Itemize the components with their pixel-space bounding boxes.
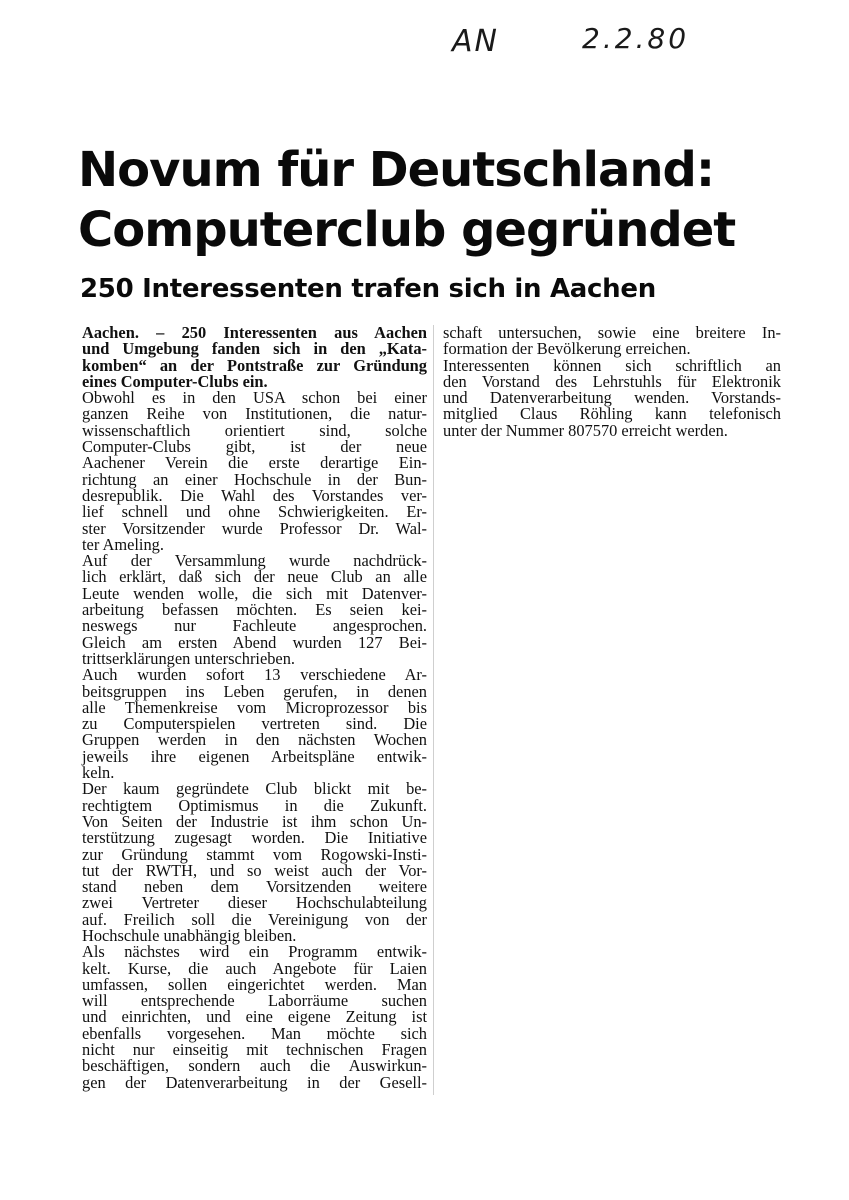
- body-line: Auf der Versammlung wurde nachdrück-: [82, 551, 427, 571]
- body-line: zu Computerspielen vertreten sind. Die: [82, 714, 427, 734]
- headline-line-1: Novum für Deutschland:: [78, 142, 715, 198]
- body-line: lich erklärt, daß sich der neue Club an alle: [82, 567, 427, 587]
- body-line: auf. Freilich soll die Vereinigung von der: [82, 909, 427, 929]
- body-line: umfassen, sollen eingerichtet werden. Man: [82, 974, 427, 994]
- body-line: mitglied Claus Röhling kann telefonisch: [443, 404, 781, 424]
- body-line: Computer-Clubs gibt, ist der neue: [82, 437, 427, 457]
- body-line: tut der RWTH, und so weist auch der Vor-: [82, 860, 427, 880]
- body-line: Hochschule unabhängig bleiben.: [82, 925, 297, 945]
- body-line: terstützung zugesagt worden. Die Initiative: [82, 828, 427, 848]
- body-line: lief schnell und ohne Schwierigkeiten. Er-: [82, 502, 427, 522]
- handwritten-source-note: AN: [452, 24, 499, 59]
- body-line: arbeitung befassen möchten. Es seien kei-: [82, 600, 427, 620]
- body-line: zur Gründung stammt vom Rogowski-Insti-: [82, 844, 427, 864]
- body-line: unter der Nummer 807570 erreicht werden.: [443, 420, 728, 440]
- column-divider: [433, 325, 434, 1095]
- body-line: richtung an einer Hochschule in der Bun-: [82, 469, 427, 489]
- body-line: eines Computer-Clubs ein.: [82, 371, 268, 391]
- body-line: ster Vorsitzender wurde Professor Dr. Wal-: [82, 518, 427, 538]
- body-line: trittserklärungen unterschrieben.: [82, 648, 295, 668]
- body-line: schaft untersuchen, sowie eine breitere In-: [443, 323, 781, 342]
- body-line: neswegs nur Fachleute angesprochen.: [82, 616, 427, 636]
- body-line: und Datenverarbeitung wenden. Vorstands-: [443, 388, 781, 408]
- body-line: nicht nur einseitig mit technischen Fragen: [82, 1040, 427, 1060]
- body-line: und Umgebung fanden sich in den „Kata-: [82, 339, 427, 359]
- body-line: Leute wenden wolle, die sich mit Datenver-: [82, 583, 427, 603]
- body-line: kelt. Kurse, die auch Angebote für Laien: [82, 958, 427, 978]
- article-column-right: [443, 325, 781, 439]
- article-column-left: [82, 325, 427, 1091]
- body-line: und einrichten, und eine eigene Zeitung ist: [82, 1007, 427, 1027]
- body-line: komben“ an der Pontstraße zur Gründung: [82, 355, 427, 375]
- body-line: ter Ameling.: [82, 534, 164, 554]
- body-line: ganzen Reihe von Institutionen, die natur-: [82, 404, 427, 424]
- body-line: Interessenten können sich schriftlich an: [443, 355, 781, 375]
- body-line: Gleich am ersten Abend wurden 127 Bei-: [82, 632, 427, 652]
- body-line: Auch wurden sofort 13 verschiedene Ar-: [82, 665, 427, 685]
- headline-line-2: Computerclub gegründet: [78, 202, 736, 258]
- body-line: Der kaum gegründete Club blickt mit be-: [82, 779, 427, 799]
- body-line: Von Seiten der Industrie ist ihm schon Un-: [82, 811, 427, 831]
- body-line: keln.: [82, 763, 115, 783]
- body-line: formation der Bevölkerung erreichen.: [443, 339, 691, 359]
- body-line: beschäftigen, sondern auch die Auswirkun-: [82, 1056, 427, 1076]
- article-subheadline: 250 Interessenten trafen sich in Aachen: [80, 274, 656, 304]
- body-line: Aachen. – 250 Interessenten aus Aachen: [82, 323, 427, 342]
- body-line: rechtigtem Optimismus in die Zukunft.: [82, 795, 427, 815]
- body-line: will entsprechende Laborräume suchen: [82, 991, 427, 1011]
- body-line: gen der Datenverarbeitung in der Gesell-: [82, 1072, 427, 1092]
- article-headline: [78, 140, 735, 260]
- body-line: den Vorstand des Lehrstuhls für Elektronik: [443, 371, 781, 391]
- body-line: stand neben dem Vorsitzenden weitere: [82, 877, 427, 897]
- body-line: beitsgruppen ins Leben gerufen, in denen: [82, 681, 427, 701]
- body-line: zwei Vertreter dieser Hochschulabteilung: [82, 893, 427, 913]
- handwritten-date-note: 2.2.80: [582, 22, 690, 55]
- body-line: ebenfalls vorgesehen. Man möchte sich: [82, 1023, 427, 1043]
- body-line: wissenschaftlich orientiert sind, solche: [82, 420, 427, 440]
- body-line: Obwohl es in den USA schon bei einer: [82, 388, 427, 408]
- body-line: jeweils ihre eigenen Arbeitspläne entwik-: [82, 746, 427, 766]
- body-line: alle Themenkreise vom Microprozessor bis: [82, 697, 427, 717]
- body-line: Aachener Verein die erste derartige Ein-: [82, 453, 427, 473]
- body-line: desrepublik. Die Wahl des Vorstandes ver-: [82, 485, 427, 505]
- body-line: Als nächstes wird ein Programm entwik-: [82, 942, 427, 962]
- body-line: Gruppen werden in den nächsten Wochen: [82, 730, 427, 750]
